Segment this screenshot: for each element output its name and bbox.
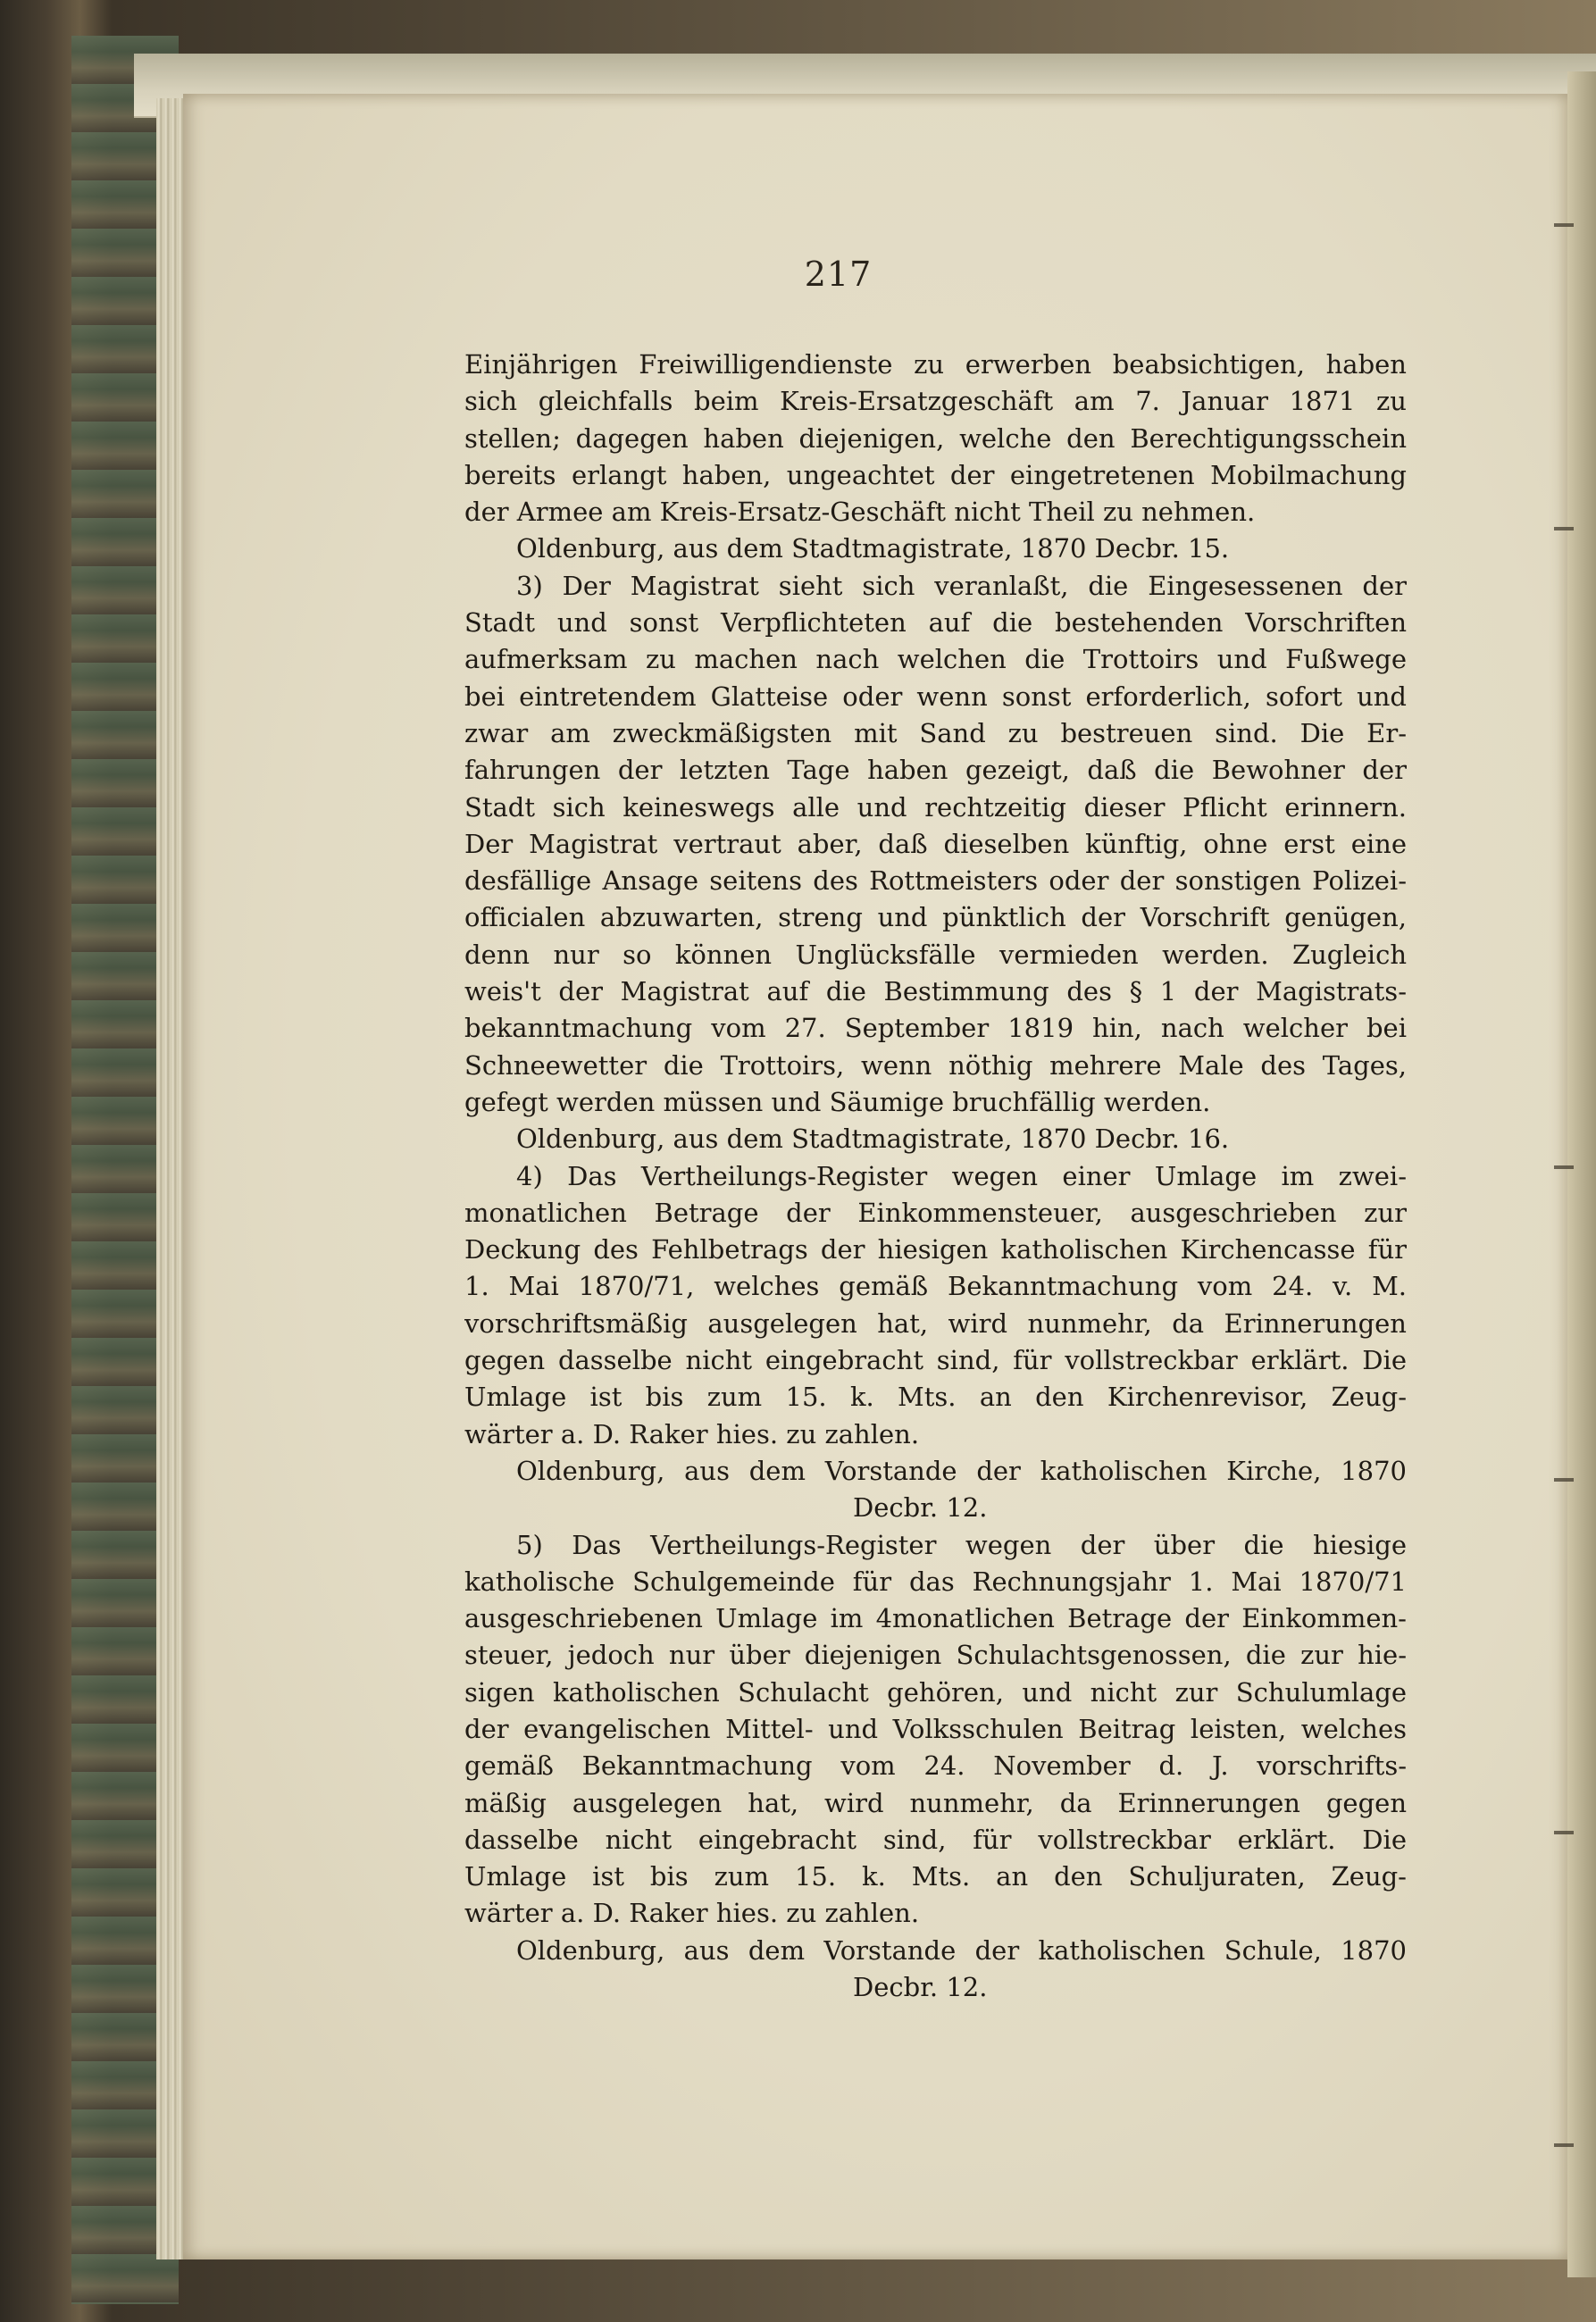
text-line: dasselbe nicht eingebracht sind, für vollstreckbar erklärt. Die [464,1824,1407,1855]
text-line: monatlichen Betrage der Einkommensteuer, ausgeschrieben zur [464,1197,1407,1228]
text-line: Decbr. 12. [853,1972,988,2003]
text-line: weis't der Magistrat auf die Bestimmung des § 1 der Magistrats- [464,976,1407,1007]
text-line: aufmerksam zu machen nach welchen die Trottoirs und Fußwege [464,644,1407,675]
text-line: Schneewetter die Trottoirs, wenn nöthig mehrere Male des Tages, [464,1049,1407,1081]
text-line: der Armee am Kreis-Ersatz-Geschäft nicht Theil zu nehmen. [464,497,1256,528]
text-line: Stadt und sonst Verpflichteten auf die bestehenden Vorschriften [464,607,1407,639]
text-line: der evangelischen Mittel- und Volksschulen Beitrag leisten, welches [464,1713,1407,1744]
text-line: gemäß Bekanntmachung vom 24. November d. J. vorschrifts- [464,1750,1407,1782]
text-line: Deckung des Fehlbetrags der hiesigen katholischen Kirchencasse für [464,1234,1407,1265]
text-line: bereits erlangt haben, ungeachtet der eingetretenen Mobilmachung [464,459,1407,490]
page-text [464,347,1407,2006]
text-line: ausgeschriebenen Umlage im 4monatlichen Betrage der Einkommen- [464,1603,1407,1634]
page-number: 217 [804,255,873,294]
text-line: Oldenburg, aus dem Stadtmagistrate, 1870 Decbr. 15. [516,533,1230,564]
text-line: Decbr. 12. [853,1492,988,1524]
text-line: sigen katholischen Schulacht gehören, und nicht zur Schulumlage [464,1676,1407,1708]
text-line: bekanntmachung vom 27. September 1819 hin, nach welcher bei [464,1013,1407,1044]
text-line: zwar am zweckmäßigsten mit Sand zu bestreuen sind. Die Er- [464,717,1407,748]
text-line: Stadt sich keineswegs alle und rechtzeitig dieser Pflicht erinnern. [464,791,1407,823]
text-line: fahrungen der letzten Tage haben gezeigt, daß die Bewohner der [464,755,1407,786]
text-line: Oldenburg, aus dem Stadtmagistrate, 1870 Decbr. 16. [516,1123,1230,1155]
text-line: sich gleichfalls beim Kreis-Ersatzgeschäft am 7. Januar 1871 zu [464,386,1407,417]
text-line: gegen dasselbe nicht eingebracht sind, für vollstreckbar erklärt. Die [464,1345,1407,1376]
text-line: stellen; dagegen haben diejenigen, welche den Berechtigungsschein [464,422,1407,454]
text-line: 3) Der Magistrat sieht sich veranlaßt, die Eingesessenen der [516,570,1407,601]
text-line: Der Magistrat vertraut aber, daß dieselben künftig, ohne erst eine [464,828,1407,859]
text-line: katholische Schulgemeinde für das Rechnungsjahr 1. Mai 1870/71 [464,1566,1407,1597]
text-line: steuer, jedoch nur über diejenigen Schulachtsgenossen, die zur hie- [464,1640,1407,1671]
text-line: denn nur so können Unglücksfälle vermieden werden. Zugleich [464,939,1407,970]
margin-marks [1554,0,1596,2322]
text-line: Oldenburg, aus dem Vorstande der katholischen Kirche, 1870 [516,1455,1407,1486]
text-line: Umlage ist bis zum 15. k. Mts. an den Schuljuraten, Zeug- [464,1861,1407,1892]
text-line: Oldenburg, aus dem Vorstande der katholischen Schule, 1870 [516,1934,1407,1966]
text-line: 4) Das Vertheilungs-Register wegen einer Umlage im zwei- [516,1160,1407,1191]
text-line: bei eintretendem Glatteise oder wenn sonst erforderlich, sofort und [464,681,1407,712]
text-line: Einjährigen Freiwilligendienste zu erwerben beabsichtigen, haben [464,349,1407,380]
text-line: 5) Das Vertheilungs-Register wegen der über die hiesige [516,1529,1407,1560]
text-line: wärter a. D. Raker hies. zu zahlen. [464,1418,920,1449]
text-line: mäßig ausgelegen hat, wird nunmehr, da Erinnerungen gegen [464,1787,1407,1818]
text-line: desfällige Ansage seitens des Rottmeisters oder der sonstigen Polizei- [464,865,1407,897]
text-line: vorschriftsmäßig ausgelegen hat, wird nunmehr, da Erinnerungen [464,1307,1407,1339]
text-line: Umlage ist bis zum 15. k. Mts. an den Kirchenrevisor, Zeug- [464,1382,1407,1413]
text-line: gefegt werden müssen und Säumige bruchfällig werden. [464,1086,1211,1117]
text-line: 1. Mai 1870/71, welches gemäß Bekanntmachung vom 24. v. M. [464,1271,1407,1302]
text-line: wärter a. D. Raker hies. zu zahlen. [464,1898,920,1929]
text-line: officialen abzuwarten, streng und pünktlich der Vorschrift genügen, [464,902,1407,933]
